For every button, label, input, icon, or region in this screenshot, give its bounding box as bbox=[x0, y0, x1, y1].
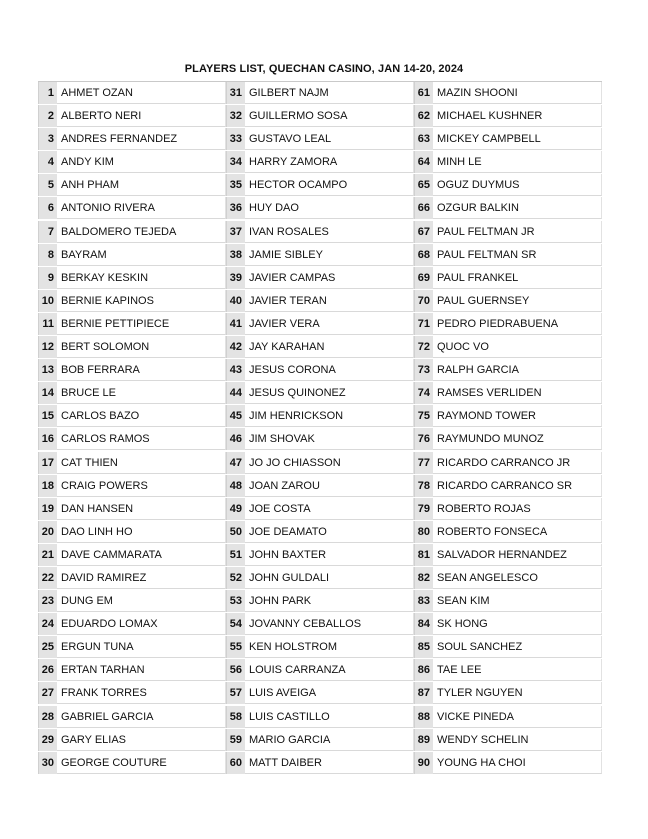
player-row bbox=[414, 359, 602, 381]
player-row bbox=[38, 498, 226, 520]
player-name: OGUZ DUYMUS bbox=[433, 174, 602, 196]
player-number: 89 bbox=[414, 729, 433, 751]
player-row bbox=[414, 521, 602, 543]
player-name: ANDRES FERNANDEZ bbox=[57, 128, 226, 150]
player-name: JAY KARAHAN bbox=[245, 336, 414, 358]
player-row bbox=[226, 613, 414, 635]
player-name: GABRIEL GARCIA bbox=[57, 706, 226, 728]
player-name: WENDY SCHELIN bbox=[433, 729, 602, 751]
player-name: RICARDO CARRANCO JR bbox=[433, 452, 602, 474]
player-row bbox=[226, 290, 414, 312]
player-number: 5 bbox=[38, 174, 57, 196]
player-row bbox=[38, 613, 226, 635]
player-number: 29 bbox=[38, 729, 57, 751]
player-row bbox=[226, 729, 414, 751]
player-row bbox=[38, 82, 226, 104]
player-number: 85 bbox=[414, 636, 433, 658]
player-row bbox=[414, 128, 602, 150]
player-row bbox=[226, 174, 414, 196]
player-number: 88 bbox=[414, 706, 433, 728]
player-row bbox=[38, 290, 226, 312]
player-number: 79 bbox=[414, 498, 433, 520]
player-number: 61 bbox=[414, 82, 433, 104]
player-name: EDUARDO LOMAX bbox=[57, 613, 226, 635]
player-row bbox=[38, 174, 226, 196]
player-number: 62 bbox=[414, 105, 433, 127]
player-name: MATT DAIBER bbox=[245, 752, 414, 774]
player-number: 44 bbox=[226, 382, 245, 404]
player-name: IVAN ROSALES bbox=[245, 221, 414, 243]
player-name: JESUS QUINONEZ bbox=[245, 382, 414, 404]
player-number: 64 bbox=[414, 151, 433, 173]
player-row bbox=[226, 682, 414, 704]
player-row bbox=[226, 428, 414, 450]
player-name: JAVIER CAMPAS bbox=[245, 267, 414, 289]
player-name: GUSTAVO LEAL bbox=[245, 128, 414, 150]
player-number: 3 bbox=[38, 128, 57, 150]
player-row bbox=[414, 567, 602, 589]
player-row bbox=[38, 590, 226, 612]
player-name: JOE DEAMATO bbox=[245, 521, 414, 543]
player-row bbox=[38, 636, 226, 658]
player-number: 46 bbox=[226, 428, 245, 450]
player-name: DAO LINH HO bbox=[57, 521, 226, 543]
player-row bbox=[38, 659, 226, 681]
player-name: MINH LE bbox=[433, 151, 602, 173]
player-name: LOUIS CARRANZA bbox=[245, 659, 414, 681]
player-name: LUIS CASTILLO bbox=[245, 706, 414, 728]
player-name: CARLOS RAMOS bbox=[57, 428, 226, 450]
player-number: 17 bbox=[38, 452, 57, 474]
player-number: 41 bbox=[226, 313, 245, 335]
players-column bbox=[38, 82, 226, 775]
player-number: 56 bbox=[226, 659, 245, 681]
player-number: 43 bbox=[226, 359, 245, 381]
player-number: 68 bbox=[414, 244, 433, 266]
player-row bbox=[226, 336, 414, 358]
player-number: 54 bbox=[226, 613, 245, 635]
player-name: JAVIER TERAN bbox=[245, 290, 414, 312]
player-row bbox=[226, 128, 414, 150]
player-name: SEAN ANGELESCO bbox=[433, 567, 602, 589]
player-name: RAMSES VERLIDEN bbox=[433, 382, 602, 404]
player-number: 31 bbox=[226, 82, 245, 104]
player-name: SOUL SANCHEZ bbox=[433, 636, 602, 658]
player-row bbox=[226, 82, 414, 104]
player-number: 81 bbox=[414, 544, 433, 566]
player-number: 7 bbox=[38, 221, 57, 243]
player-name: JOAN ZAROU bbox=[245, 475, 414, 497]
player-row bbox=[38, 475, 226, 497]
player-row bbox=[38, 382, 226, 404]
player-name: JAVIER VERA bbox=[245, 313, 414, 335]
player-name: BERT SOLOMON bbox=[57, 336, 226, 358]
player-row bbox=[226, 590, 414, 612]
player-number: 59 bbox=[226, 729, 245, 751]
player-number: 23 bbox=[38, 590, 57, 612]
player-number: 19 bbox=[38, 498, 57, 520]
player-row bbox=[38, 151, 226, 173]
player-row bbox=[414, 82, 602, 104]
player-row bbox=[38, 521, 226, 543]
player-row bbox=[414, 221, 602, 243]
player-row bbox=[226, 151, 414, 173]
player-row bbox=[38, 428, 226, 450]
player-number: 15 bbox=[38, 405, 57, 427]
player-name: JOE COSTA bbox=[245, 498, 414, 520]
player-row bbox=[38, 405, 226, 427]
player-number: 37 bbox=[226, 221, 245, 243]
player-row bbox=[226, 659, 414, 681]
player-name: MARIO GARCIA bbox=[245, 729, 414, 751]
player-number: 34 bbox=[226, 151, 245, 173]
player-name: ERGUN TUNA bbox=[57, 636, 226, 658]
player-number: 63 bbox=[414, 128, 433, 150]
player-name: DUNG EM bbox=[57, 590, 226, 612]
player-name: JOHN PARK bbox=[245, 590, 414, 612]
player-number: 52 bbox=[226, 567, 245, 589]
player-row bbox=[414, 706, 602, 728]
player-row bbox=[414, 336, 602, 358]
player-number: 60 bbox=[226, 752, 245, 774]
player-number: 55 bbox=[226, 636, 245, 658]
player-name: SALVADOR HERNANDEZ bbox=[433, 544, 602, 566]
player-number: 58 bbox=[226, 706, 245, 728]
player-number: 22 bbox=[38, 567, 57, 589]
player-name: ALBERTO NERI bbox=[57, 105, 226, 127]
player-name: VICKE PINEDA bbox=[433, 706, 602, 728]
player-number: 50 bbox=[226, 521, 245, 543]
player-name: BOB FERRARA bbox=[57, 359, 226, 381]
player-row bbox=[226, 752, 414, 774]
player-number: 40 bbox=[226, 290, 245, 312]
player-name: JAMIE SIBLEY bbox=[245, 244, 414, 266]
player-name: PAUL GUERNSEY bbox=[433, 290, 602, 312]
player-row bbox=[414, 682, 602, 704]
player-name: JOHN BAXTER bbox=[245, 544, 414, 566]
player-name: BAYRAM bbox=[57, 244, 226, 266]
player-number: 24 bbox=[38, 613, 57, 635]
player-name: ANDY KIM bbox=[57, 151, 226, 173]
player-name: BERKAY KESKIN bbox=[57, 267, 226, 289]
player-number: 28 bbox=[38, 706, 57, 728]
player-name: RICARDO CARRANCO SR bbox=[433, 475, 602, 497]
player-name: CAT THIEN bbox=[57, 452, 226, 474]
player-number: 49 bbox=[226, 498, 245, 520]
player-row bbox=[226, 197, 414, 219]
player-name: DAVID RAMIREZ bbox=[57, 567, 226, 589]
player-name: PAUL FELTMAN SR bbox=[433, 244, 602, 266]
players-column bbox=[414, 82, 602, 775]
player-row bbox=[414, 405, 602, 427]
player-number: 72 bbox=[414, 336, 433, 358]
player-number: 82 bbox=[414, 567, 433, 589]
player-number: 1 bbox=[38, 82, 57, 104]
player-number: 35 bbox=[226, 174, 245, 196]
player-row bbox=[226, 359, 414, 381]
player-row bbox=[226, 544, 414, 566]
player-row bbox=[38, 336, 226, 358]
player-row bbox=[38, 752, 226, 774]
player-number: 6 bbox=[38, 197, 57, 219]
player-row bbox=[414, 475, 602, 497]
player-number: 48 bbox=[226, 475, 245, 497]
player-name: BALDOMERO TEJEDA bbox=[57, 221, 226, 243]
player-number: 53 bbox=[226, 590, 245, 612]
player-name: SEAN KIM bbox=[433, 590, 602, 612]
player-number: 4 bbox=[38, 151, 57, 173]
player-number: 77 bbox=[414, 452, 433, 474]
player-name: RAYMUNDO MUNOZ bbox=[433, 428, 602, 450]
player-number: 18 bbox=[38, 475, 57, 497]
player-row bbox=[414, 590, 602, 612]
player-name: JOHN GULDALI bbox=[245, 567, 414, 589]
player-number: 13 bbox=[38, 359, 57, 381]
player-name: FRANK TORRES bbox=[57, 682, 226, 704]
player-name: HUY DAO bbox=[245, 197, 414, 219]
player-row bbox=[414, 174, 602, 196]
players-table bbox=[38, 81, 602, 775]
players-column bbox=[226, 82, 414, 775]
player-name: RAYMOND TOWER bbox=[433, 405, 602, 427]
player-name: ANH PHAM bbox=[57, 174, 226, 196]
player-number: 39 bbox=[226, 267, 245, 289]
player-number: 14 bbox=[38, 382, 57, 404]
player-name: BERNIE PETTIPIECE bbox=[57, 313, 226, 335]
player-name: OZGUR BALKIN bbox=[433, 197, 602, 219]
player-row bbox=[38, 544, 226, 566]
player-number: 51 bbox=[226, 544, 245, 566]
player-row bbox=[38, 105, 226, 127]
player-number: 47 bbox=[226, 452, 245, 474]
player-number: 66 bbox=[414, 197, 433, 219]
player-row bbox=[226, 244, 414, 266]
player-number: 87 bbox=[414, 682, 433, 704]
player-number: 83 bbox=[414, 590, 433, 612]
player-number: 26 bbox=[38, 659, 57, 681]
player-row bbox=[414, 151, 602, 173]
player-row bbox=[414, 290, 602, 312]
player-row bbox=[38, 313, 226, 335]
player-name: CARLOS BAZO bbox=[57, 405, 226, 427]
player-number: 45 bbox=[226, 405, 245, 427]
player-name: JESUS CORONA bbox=[245, 359, 414, 381]
player-number: 27 bbox=[38, 682, 57, 704]
player-row bbox=[414, 105, 602, 127]
player-name: BERNIE KAPINOS bbox=[57, 290, 226, 312]
player-name: RALPH GARCIA bbox=[433, 359, 602, 381]
player-row bbox=[226, 267, 414, 289]
player-number: 11 bbox=[38, 313, 57, 335]
player-number: 36 bbox=[226, 197, 245, 219]
player-row bbox=[38, 706, 226, 728]
player-number: 86 bbox=[414, 659, 433, 681]
player-number: 10 bbox=[38, 290, 57, 312]
player-row bbox=[226, 313, 414, 335]
player-name: JIM SHOVAK bbox=[245, 428, 414, 450]
player-number: 32 bbox=[226, 105, 245, 127]
player-row bbox=[226, 221, 414, 243]
player-row bbox=[414, 636, 602, 658]
player-number: 9 bbox=[38, 267, 57, 289]
player-row bbox=[226, 382, 414, 404]
player-row bbox=[38, 452, 226, 474]
player-row bbox=[414, 729, 602, 751]
player-number: 20 bbox=[38, 521, 57, 543]
player-number: 8 bbox=[38, 244, 57, 266]
player-row bbox=[38, 567, 226, 589]
player-row bbox=[38, 359, 226, 381]
player-name: TAE LEE bbox=[433, 659, 602, 681]
player-number: 30 bbox=[38, 752, 57, 774]
player-row bbox=[414, 659, 602, 681]
player-name: GEORGE COUTURE bbox=[57, 752, 226, 774]
player-name: PAUL FELTMAN JR bbox=[433, 221, 602, 243]
player-row bbox=[226, 636, 414, 658]
player-row bbox=[226, 498, 414, 520]
player-row bbox=[38, 729, 226, 751]
player-row bbox=[414, 752, 602, 774]
player-name: PEDRO PIEDRABUENA bbox=[433, 313, 602, 335]
player-name: ROBERTO ROJAS bbox=[433, 498, 602, 520]
player-number: 57 bbox=[226, 682, 245, 704]
player-row bbox=[414, 544, 602, 566]
player-row bbox=[38, 244, 226, 266]
player-number: 16 bbox=[38, 428, 57, 450]
player-name: SK HONG bbox=[433, 613, 602, 635]
player-row bbox=[414, 197, 602, 219]
player-row bbox=[414, 244, 602, 266]
player-name: QUOC VO bbox=[433, 336, 602, 358]
player-name: GILBERT NAJM bbox=[245, 82, 414, 104]
player-number: 12 bbox=[38, 336, 57, 358]
player-name: MICKEY CAMPBELL bbox=[433, 128, 602, 150]
player-name: CRAIG POWERS bbox=[57, 475, 226, 497]
player-name: ROBERTO FONSECA bbox=[433, 521, 602, 543]
player-name: MICHAEL KUSHNER bbox=[433, 105, 602, 127]
player-row bbox=[414, 267, 602, 289]
player-number: 2 bbox=[38, 105, 57, 127]
player-number: 84 bbox=[414, 613, 433, 635]
player-row bbox=[414, 313, 602, 335]
player-row bbox=[38, 197, 226, 219]
player-name: HARRY ZAMORA bbox=[245, 151, 414, 173]
player-name: DAVE CAMMARATA bbox=[57, 544, 226, 566]
player-number: 75 bbox=[414, 405, 433, 427]
player-name: YOUNG HA CHOI bbox=[433, 752, 602, 774]
player-number: 76 bbox=[414, 428, 433, 450]
player-row bbox=[414, 452, 602, 474]
player-row bbox=[38, 267, 226, 289]
player-number: 38 bbox=[226, 244, 245, 266]
player-number: 21 bbox=[38, 544, 57, 566]
player-number: 33 bbox=[226, 128, 245, 150]
player-name: BRUCE LE bbox=[57, 382, 226, 404]
player-row bbox=[38, 221, 226, 243]
player-row bbox=[414, 382, 602, 404]
player-row bbox=[414, 498, 602, 520]
player-number: 42 bbox=[226, 336, 245, 358]
player-number: 25 bbox=[38, 636, 57, 658]
player-row bbox=[414, 428, 602, 450]
player-row bbox=[226, 105, 414, 127]
player-number: 80 bbox=[414, 521, 433, 543]
player-number: 69 bbox=[414, 267, 433, 289]
player-name: HECTOR OCAMPO bbox=[245, 174, 414, 196]
player-name: PAUL FRANKEL bbox=[433, 267, 602, 289]
player-number: 74 bbox=[414, 382, 433, 404]
player-name: JO JO CHIASSON bbox=[245, 452, 414, 474]
player-row bbox=[226, 452, 414, 474]
player-name: ERTAN TARHAN bbox=[57, 659, 226, 681]
player-number: 73 bbox=[414, 359, 433, 381]
player-number: 90 bbox=[414, 752, 433, 774]
player-row bbox=[38, 128, 226, 150]
player-row bbox=[226, 521, 414, 543]
player-number: 70 bbox=[414, 290, 433, 312]
player-row bbox=[226, 706, 414, 728]
player-row bbox=[414, 613, 602, 635]
player-row bbox=[38, 682, 226, 704]
player-row bbox=[226, 567, 414, 589]
player-name: KEN HOLSTROM bbox=[245, 636, 414, 658]
player-name: AHMET OZAN bbox=[57, 82, 226, 104]
player-name: GUILLERMO SOSA bbox=[245, 105, 414, 127]
player-number: 65 bbox=[414, 174, 433, 196]
player-name: MAZIN SHOONI bbox=[433, 82, 602, 104]
player-name: GARY ELIAS bbox=[57, 729, 226, 751]
player-name: DAN HANSEN bbox=[57, 498, 226, 520]
player-name: ANTONIO RIVERA bbox=[57, 197, 226, 219]
player-name: JIM HENRICKSON bbox=[245, 405, 414, 427]
player-number: 67 bbox=[414, 221, 433, 243]
player-row bbox=[226, 475, 414, 497]
player-name: LUIS AVEIGA bbox=[245, 682, 414, 704]
player-number: 71 bbox=[414, 313, 433, 335]
page-title: PLAYERS LIST, QUECHAN CASINO, JAN 14-20, 2024 bbox=[184, 63, 464, 75]
player-row bbox=[226, 405, 414, 427]
player-name: TYLER NGUYEN bbox=[433, 682, 602, 704]
player-name: JOVANNY CEBALLOS bbox=[245, 613, 414, 635]
player-number: 78 bbox=[414, 475, 433, 497]
